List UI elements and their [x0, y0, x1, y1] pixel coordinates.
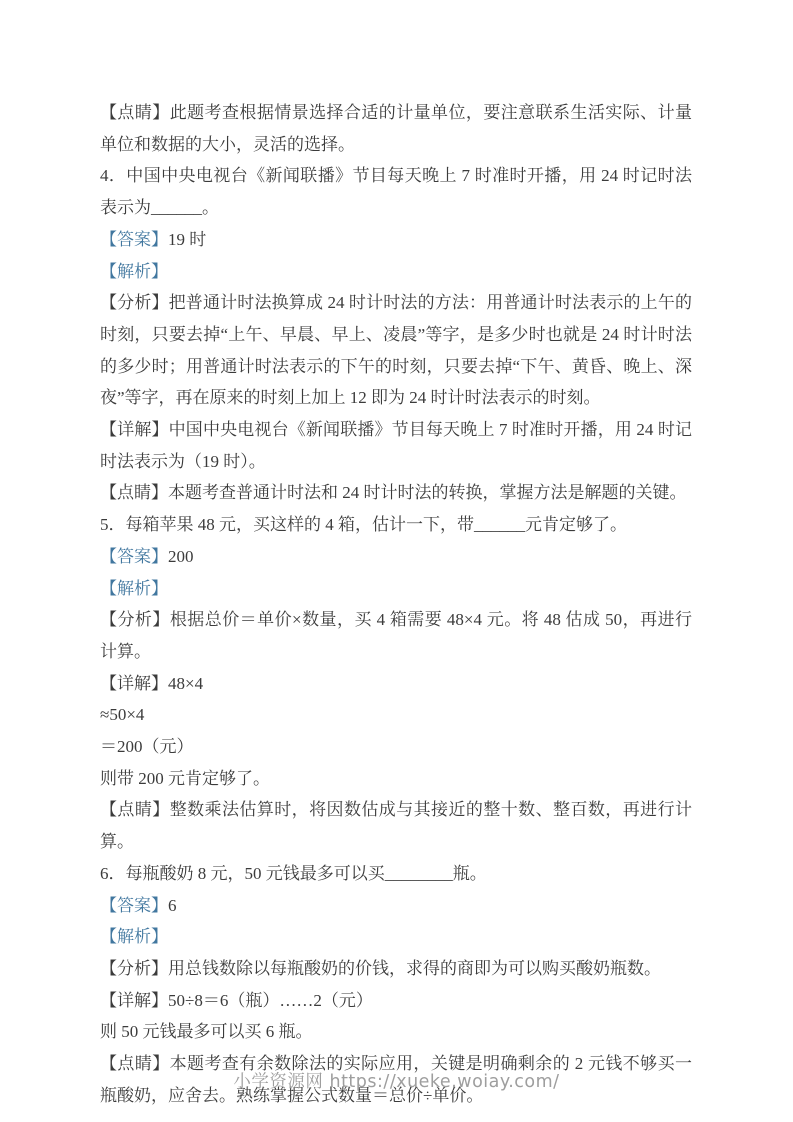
question-5	[100, 509, 692, 541]
detail-5-line-3	[100, 731, 692, 763]
question-6	[100, 858, 692, 890]
paragraphs-container	[100, 97, 692, 1112]
text-run: 【详解】48×4	[100, 673, 204, 693]
text-run: 【分析】把普通计时法换算成 24 时计时法的方法：用普通计时法表示的上午的时刻，只要去掉“上午、早晨、早上、凌晨”等字，是多少时也就是 24 时计时法的多少时；用普通计时法表示的下午的时刻，只要去掉“下午、黄昏、晚上、深夜”等字，再在原来的时刻上加上 12 即为 24 时计时法表示的时刻。	[100, 293, 692, 408]
text-run: 则带 200 元肯定够了。	[100, 768, 270, 788]
text-run: 6	[168, 895, 177, 915]
answer-5	[100, 541, 692, 573]
analysis-header-4	[100, 256, 692, 288]
text-run: ＝200（元）	[100, 737, 194, 757]
detail-5-line-2	[100, 699, 692, 731]
text-run: 【点睛】整数乘法估算时，将因数估成与其接近的整十数、整百数，再进行计算。	[100, 800, 692, 852]
text-run: 19 时	[168, 229, 207, 249]
answer-6	[100, 890, 692, 922]
section-label: 【解析】	[100, 261, 168, 281]
text-run: 则 50 元钱最多可以买 6 瓶。	[100, 1022, 313, 1042]
text-run: 【详解】中国中央电视台《新闻联播》节目每天晚上 7 时准时开播，用 24 时记时法表示为（19 时）。	[100, 420, 692, 471]
section-label: 【答案】	[100, 229, 168, 249]
text-run: 【分析】用总钱数除以每瓶酸奶的价钱，求得的商即为可以购买酸奶瓶数。	[100, 958, 661, 978]
section-label: 【解析】	[100, 578, 168, 598]
text-run: ≈50×4	[100, 705, 145, 725]
text-run: 【点睛】本题考查有余数除法的实际应用，关键是明确剩余的 2 元钱不够买一瓶酸奶，应舍去。熟练掌握公式数量＝总价÷单价。	[100, 1054, 692, 1105]
analysis-header-5	[100, 573, 692, 605]
analysis-6	[100, 953, 692, 985]
comment-4	[100, 477, 692, 509]
comment-5	[100, 794, 692, 857]
text-run: 200	[168, 546, 194, 566]
text-run: 5．每箱苹果 48 元，买这样的 4 箱，估计一下，带______元肯定够了。	[100, 515, 627, 535]
text-run: 【点睛】本题考查普通计时法和 24 时计时法的转换，掌握方法是解题的关键。	[100, 483, 687, 503]
detail-5-line-1	[100, 668, 692, 700]
detail-5-line-4	[100, 763, 692, 795]
text-run: 【分析】根据总价＝单价×数量，买 4 箱需要 48×4 元。将 48 估成 50，再进行计算。	[100, 610, 692, 661]
text-run: 【点睛】此题考查根据情景选择合适的计量单位，要注意联系生活实际、计量单位和数据的大小，灵活的选择。	[100, 103, 692, 154]
comment-q3	[100, 97, 692, 160]
question-4	[100, 160, 692, 223]
detail-6-line-1	[100, 985, 692, 1017]
section-label: 【答案】	[100, 895, 168, 915]
detail-6-line-2	[100, 1016, 692, 1048]
answer-4	[100, 224, 692, 256]
document-page	[100, 97, 692, 1112]
text-run: 4．中国中央电视台《新闻联播》节目每天晚上 7 时准时开播，用 24 时记时法表示为______。	[100, 166, 692, 218]
text-run: 【详解】50÷8＝6（瓶）……2（元）	[100, 990, 373, 1010]
detail-4	[100, 414, 692, 477]
analysis-4	[100, 287, 692, 414]
section-label: 【答案】	[100, 546, 168, 566]
section-label: 【解析】	[100, 927, 168, 947]
site-watermark: 小学资源网 https://xueke.woiay.com/	[233, 1072, 560, 1092]
text-run: 6．每瓶酸奶 8 元，50 元钱最多可以买________瓶。	[100, 863, 487, 883]
analysis-5	[100, 604, 692, 667]
analysis-header-6	[100, 921, 692, 953]
